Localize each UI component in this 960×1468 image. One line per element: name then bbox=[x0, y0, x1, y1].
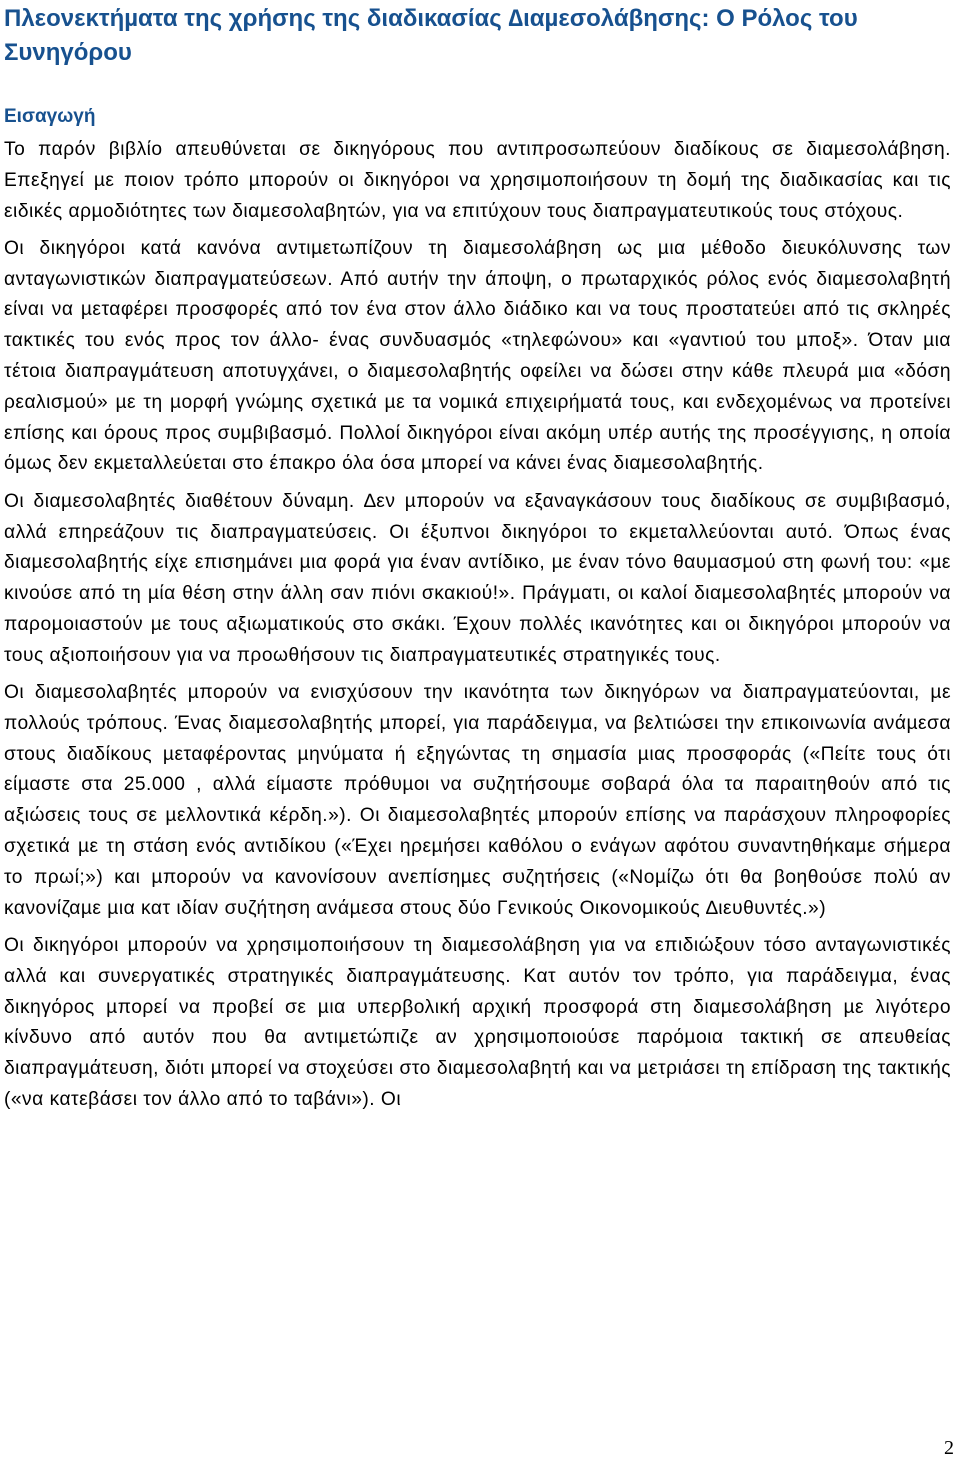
page-number: 2 bbox=[944, 1437, 954, 1459]
body-paragraph: Οι δικηγόροι κατά κανόνα αντιµετωπίζουν τη διαµεσολάβηση ως µια µέθοδο διευκόλυνσης των ανταγωνιστικών διαπραγµατεύσεων. Από αυτήν την άποψη, ο πρωταρχικός ρόλος ενός διαµεσολαβητή είναι να µεταφέρει προσφορές από τον ένα στον άλλο διάδικο και να τους προστατεύει από τις σκληρές τακτικές του ενός προς τον άλλο- ένας συνδυασµός «τηλεφώνου» και «γαντιού του µποξ». Όταν µια τέτοια διαπραγµάτευση αποτυγχάνει, ο διαµεσολαβητής οφείλει να δώσει στην κάθε πλευρά µια «δόση ρεαλισµού» µε τη µορφή γνώµης σχετικά µε τα νοµικά επιχειρήµατά τους, και ενδεχοµένως να προτείνει επίσης και όρους προς συµβιβασµό. Πολλοί δικηγόροι είναι ακόµη υπέρ αυτής της προσέγγισης, η οποία όµως δεν εκµεταλλεύεται στο έπακρο όλα όσα µπορεί να κάνει ένας διαµεσολαβητής. bbox=[4, 237, 951, 475]
body-paragraph: Οι δικηγόροι µπορούν να χρησιµοποιήσουν τη διαµεσολάβηση για να επιδιώξουν τόσο ανταγωνιστικές αλλά και συνεργατικές στρατηγικές διαπραγµάτευσης. Κατ αυτόν τον τρόπο, για παράδειγµα, ένας δικηγόρος µπορεί να προβεί σε µια υπερβολική αρχική προσφορά στη διαµεσολάβηση µε λιγότερο κίνδυνο από αυτόν που θα αντιµετώπιζε αν χρησιµοποιούσε παρόµοια τακτική σε απευθείας διαπραγµάτευση, διότι µπορεί να στοχεύσει στο διαµεσολαβητή και να µετριάσει τη επίδραση της τακτικής («να κατεβάσει τον άλλο από το ταβάνι»). Οι bbox=[4, 934, 951, 1110]
document-body bbox=[4, 135, 951, 1122]
body-paragraph: Οι διαµεσολαβητές διαθέτουν δύναµη. ∆εν µπορούν να εξαναγκάσουν τους διαδίκους σε συµβιβασµό, αλλά επηρεάζουν τις διαπραγµατεύσεις. Οι έξυπνοι δικηγόροι το εκµεταλλεύονται αυτό. Όπως ένας διαµεσολαβητής είχε επισηµάνει µια φορά για έναν αντίδικο, µε έναν τόνο θαυµασµού στη φωνή του: «µε κινούσε από τη µία θέση στην άλλη σαν πιόνι σκακιού!». Πράγµατι, οι καλοί διαµεσολαβητές µπορούν να παροµοιαστούν µε τους αξιωµατικούς στο σκάκι. Έχουν πολλές ικανότητες και οι δικηγόροι µπορούν να τους αξιοποιήσουν για να προωθήσουν τις διαπραγµατευτικές στρατηγικές τους. bbox=[4, 490, 951, 666]
section-heading-introduction: Εισαγωγή bbox=[4, 106, 96, 127]
document-title: Πλεονεκτήµατα της χρήσης της διαδικασίας ∆ιαµεσολάβησης: Ο Ρόλος του Συνηγόρου bbox=[4, 5, 858, 66]
body-paragraph: Το παρόν βιβλίο απευθύνεται σε δικηγόρους που αντιπροσωπεύουν διαδίκους σε διαµεσολάβηση. Επεξηγεί µε ποιον τρόπο µπορούν οι δικηγόροι να χρησιµοποιήσουν τη δοµή της διαδικασίας και τις ειδικές αρµοδιότητες των διαµεσολαβητών, για να επιτύχουν τους διαπραγµατευτικούς τους στόχους. bbox=[4, 139, 951, 222]
body-paragraph: Οι διαµεσολαβητές µπορούν να ενισχύσουν την ικανότητα των δικηγόρων να διαπραγµατεύονται, µε πολλούς τρόπους. Ένας διαµεσολαβητής µπορεί, για παράδειγµα, να βελτιώσει την επικοινωνία ανάµεσα στους διαδίκους µεταφέροντας µηνύµατα ή εξηγώντας τη σηµασία µιας προσφοράς («Πείτε τους ότι είµαστε στα 25.000 , αλλά είµαστε πρόθυµοι να συζητήσουµε σοβαρά όλα τα παραιτηθούν από τις αξιώσεις τους σε µελλοντικά κέρδη.»). Οι διαµεσολαβητές µπορούν επίσης να παράσχουν πληροφορίες σχετικά µε τη στάση ενός αντιδίκου («Έχει ηρεµήσει καθόλου ο ενάγων αφότου συναντηθήκαµε σήµερα το πρωί;») και µπορούν να κανονίσουν ανεπίσηµες συζητήσεις («Νοµίζω ότι θα βοηθούσε πολύ αν κανονίζαµε µια κατ ιδίαν συζήτηση ανάµεσα στους δύο Γενικούς Οικονοµικούς ∆ιευθυντές.») bbox=[4, 682, 951, 919]
